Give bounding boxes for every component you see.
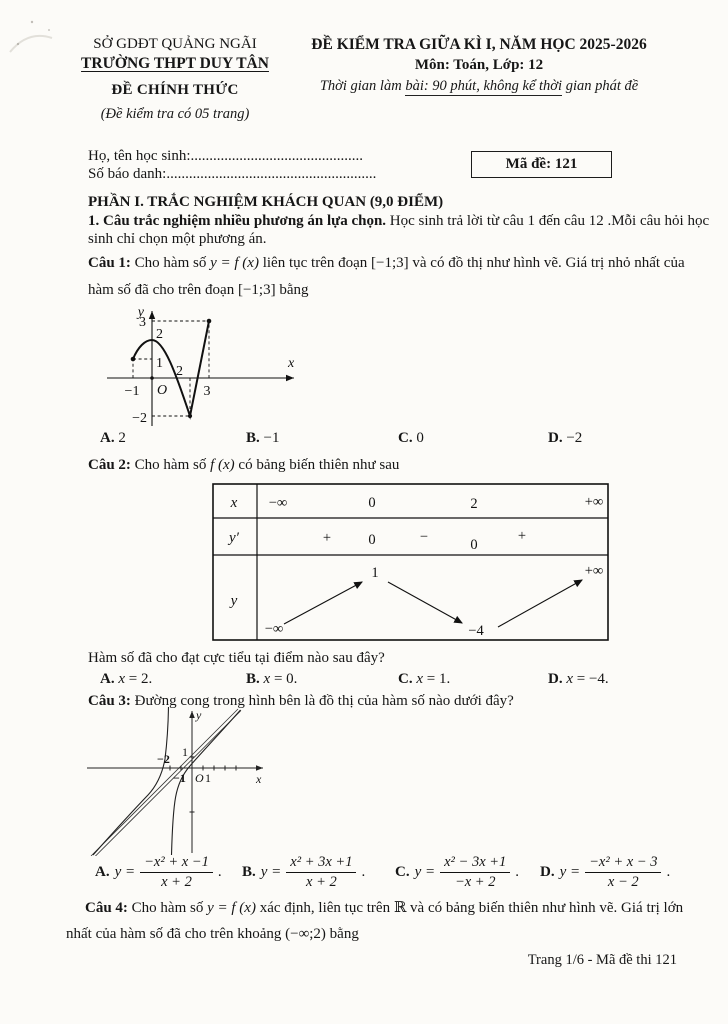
table-arrow-up1 [284,582,362,624]
table-y-min: −4 [468,623,484,639]
q4-text5: bằng [325,926,359,942]
q3-graph-x-axis-label: x [256,772,262,786]
table-y-neginf: −∞ [264,621,284,637]
q3-label: Câu 3: [88,693,131,709]
q1-label: Câu 1: [88,255,131,271]
q1-option-c: C. 0 [398,430,424,446]
header-left [68,36,282,123]
student-name-label: Họ, tên học sinh: [88,148,191,164]
exam-code-box [471,151,612,178]
part1-intro-line2: sinh chỉ chọn một phương án. [88,231,267,247]
page-footer: Trang 1/6 - Mã đề thi 121 [527,952,677,968]
student-id-line [88,165,376,183]
table-sign-5: + [517,528,527,544]
q1-options [0,430,728,450]
q1-text5: bằng [275,282,309,298]
q1-text: Cho hàm số [130,255,211,271]
q1-text4: hàm số đã cho trên đoạn [88,282,238,298]
q3-option-b: B. y = $\frac{\text{x² + 3x +1}}{x + 2}$ . [242,854,366,890]
q2-line [88,456,399,474]
q4-interval: (−∞;2) [285,926,326,942]
q3-graph-origin: O [195,771,204,785]
q1-graph-label-y3: 3 [139,315,146,330]
time-underlined: bài: 90 phút, không kể thời [405,78,563,94]
student-name-line [88,147,363,165]
table-x-2: 2 [470,496,478,512]
q2-question: Hàm số đã cho đạt cực tiểu tại điểm nào sau đây? [88,650,385,666]
table-header-yprime: y′ [229,530,239,546]
q1-option-d: D. −2 [548,430,583,446]
q3-curve-graph [85,706,285,856]
q1-text2: liên tục trên đoạn [258,255,371,271]
q1-graph-y-axis-label: y [137,305,144,320]
time-post: gian phát đề [562,78,639,94]
q3-graph-label-xm2: −2 [157,752,170,766]
student-name-dots: .............................................. [190,148,363,164]
q1-graph-label-x2: 2 [176,364,183,379]
q2-option-c: C. x = 1. [398,671,451,687]
q2-option-a: A. x = 2. [100,671,153,687]
q4-reals-symbol: ℝ [393,900,407,916]
table-sign-3: − [419,529,429,545]
q4-label: Câu 4: [85,900,128,916]
table-arrow-up2 [498,580,582,627]
q2-options [0,671,728,691]
q1-graph-label-y1: 1 [156,356,163,371]
q2-math: f (x) [210,457,235,473]
q1-graph-label-y2: 2 [156,327,163,342]
q2-text: Cho hàm số [130,457,211,473]
q1-line1 [88,254,685,272]
intro-rest: Học sinh trả lời từ câu 1 đến câu 12 .Mỗi câu hỏi học [386,213,710,229]
q1-graph-label-ym2: −2 [132,411,147,426]
table-header-y: y [230,593,238,609]
pages-note: (Đề kiểm tra có 05 trang) [100,106,250,122]
table-sign-2: 0 [368,532,376,548]
table-header-x: x [230,495,238,511]
q4-text4: nhất của hàm số đã cho trên khoảng [66,926,286,942]
q2-label: Câu 2: [88,457,131,473]
q3-graph-y-axis-label: y [196,708,202,722]
q4-text3: và có bảng biến thiên như hình vẽ. Giá trị lớn [406,900,684,916]
q3-options [0,846,728,898]
q1-graph-label-xm1: −1 [124,384,140,399]
q1-option-a: A. 2 [100,430,126,446]
exam-title: ĐỀ KIỂM TRA GIỮA KÌ I, NĂM HỌC 2025-2026 [311,36,647,53]
part1-heading: PHẦN I. TRẮC NGHIỆM KHÁCH QUAN (9,0 ĐIỂM) [88,194,444,210]
q1-text3: và có đồ thị như hình vẽ. Giá trị nhỏ nhất của [408,255,685,271]
q3-option-a: A. y = $\frac{\text{−x² + x −1}}{x + 2}$ . [95,854,222,890]
table-y-max: 1 [371,565,379,581]
q1-interval1: [−1;3] [371,255,409,271]
q1-option-b: B. −1 [246,430,280,446]
table-x-0: 0 [368,495,376,511]
intro-bold: 1. Câu trắc nghiệm nhiều phương án lựa chọn. [88,213,387,229]
student-id-dots: ........................................................ [166,166,377,182]
q1-line2 [88,281,309,299]
q2-option-d: D. x = −4. [548,671,609,687]
q4-text: Cho hàm số [127,900,208,916]
table-sign-4: 0 [470,537,478,553]
part1-intro-line1 [88,212,709,230]
table-x-neginf: −∞ [268,495,288,511]
official-exam-label: ĐỀ CHÍNH THỨC [111,82,239,98]
table-arrow-down [388,582,462,623]
q2-text2: có bảng biến thiên như sau [234,457,400,473]
q3-graph-label-y1: 1 [182,745,188,759]
time-pre: Thời gian làm [319,78,406,94]
q1-function-graph [95,302,310,432]
q4-math1: y = f (x) [207,900,256,916]
table-y-posinf: +∞ [584,563,604,579]
q2-variation-table [212,483,610,642]
header-right [283,36,675,95]
student-id-label: Số báo danh: [88,166,167,182]
exam-code: Mã đề: 121 [505,156,578,172]
exam-time [283,78,675,95]
table-sign-1: + [322,530,332,546]
q3-option-d: D. y = $\frac{\text{−x² + x − 3}}{x - 2}$ . [540,854,671,890]
q3-option-c: C. y = $\frac{\text{x² − 3x +1}}{-x + 2}$ . [395,854,520,890]
q1-graph-label-x3: 3 [203,384,211,399]
q3-graph-label-xm1: −1 [173,771,186,785]
table-x-posinf: +∞ [584,494,604,510]
q4-text2: xác định, liên tục trên [255,900,394,916]
exam-subject: Môn: Toán, Lớp: 12 [414,57,544,73]
q3-text: Đường cong trong hình bên là đồ thị của hàm số nào dưới đây? [130,693,514,709]
q1-graph-origin: O [157,383,168,398]
school-name: TRƯỜNG THPT DUY TÂN [81,55,269,72]
q1-graph-x-axis-label: x [288,356,295,371]
q4-line1 [85,899,683,917]
q3-graph-label-x1: 1 [205,771,211,785]
q4-line2 [66,925,359,943]
q1-interval2: [−1;3] [237,282,276,298]
q2-option-b: B. x = 0. [246,671,298,687]
department-name: SỞ GDĐT QUẢNG NGÃI [93,36,257,52]
q1-math1: y = f (x) [210,255,259,271]
